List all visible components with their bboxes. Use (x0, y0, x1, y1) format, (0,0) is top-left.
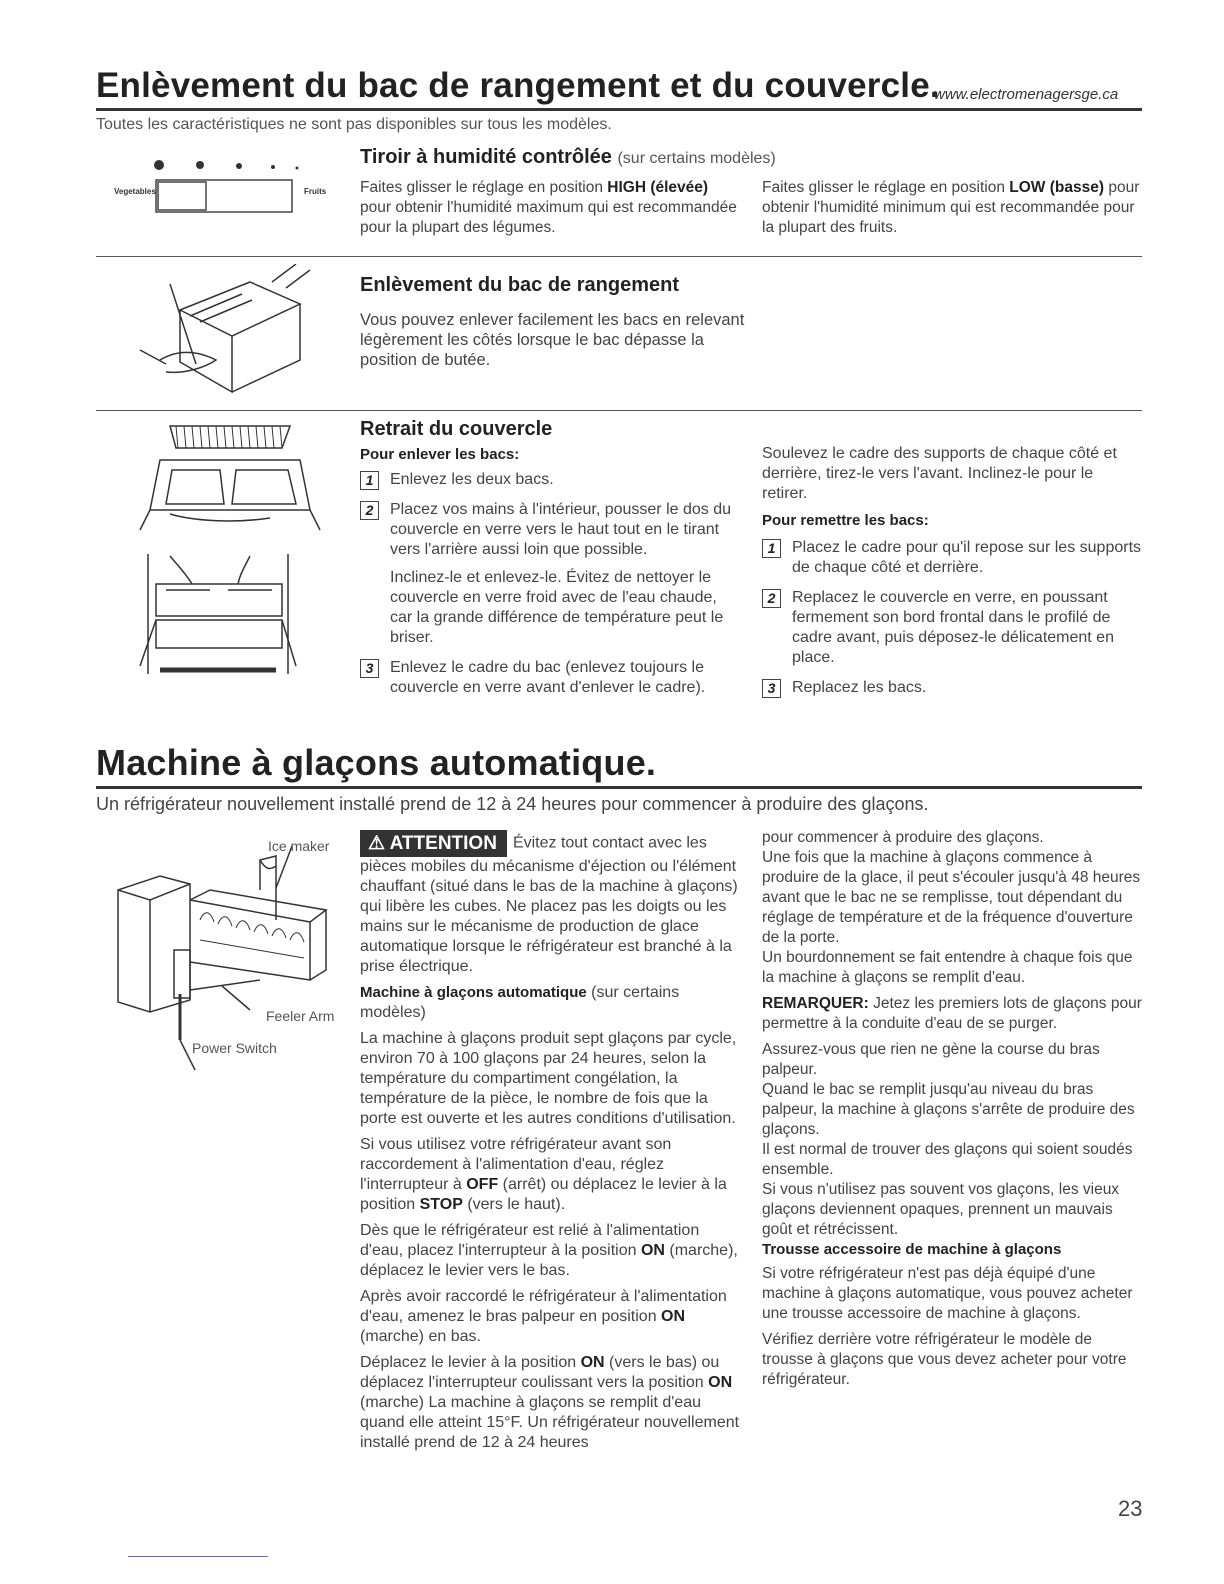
replace-step-2: 2 Replacez le couvercle en verre, en poussant fermement son bord frontal dans le profilé de cadre avant, puis déposez-le délicatement en place. (762, 588, 1142, 668)
title-rule-2 (96, 786, 1142, 789)
remove-step-2: 2 Placez vos mains à l'intérieur, pousser le dos du couvercle en verre vers le haut tout en le tirant vers l'arrière aussi loin que possible. (360, 500, 740, 560)
remove-step-1: 1 Enlevez les deux bacs. (360, 470, 740, 490)
right-p4: Assurez-vous que rien ne gène la course du bras palpeur. (762, 1041, 1100, 1078)
icemaker-intro: Un réfrigérateur nouvellement installé prend de 12 à 24 heures pour commencer à produire des glaçons. (96, 794, 929, 814)
auto-ice-p4: Après avoir raccordé le réfrigérateur à l'alimentation d'eau, amenez le bras palpeur en position ON (marche) en bas. (360, 1288, 727, 1345)
right-p5: Quand le bac se remplit jusqu'au niveau du bras palpeur, la machine à glaçons s'arrête de produire des glaçons. (762, 1081, 1135, 1138)
ice-maker-label: Ice maker (268, 838, 330, 854)
right-p2: Une fois que la machine à glaçons commence à produire de la glace, il peut s'écouler jusqu'à 48 heures avant que le bac ne se remplisse, tout dépendant du réglage de température et de la fréquence d'ouverture de la porte. (762, 849, 1141, 946)
drawer-text: Vous pouvez enlever facilement les bacs en relevant légèrement les côtés lorsque le bac dépasse la position de butée. (360, 311, 745, 369)
section-intro: Toutes les caractéristiques ne sont pas disponibles sur tous les modèles. (96, 116, 612, 133)
replace-label: Pour remettre les bacs: (762, 512, 929, 529)
divider-2 (96, 410, 1142, 411)
step-number: 2 (762, 589, 781, 608)
icemaker-right-column (762, 828, 1144, 1390)
right-p1: pour commencer à produire des glaçons. (762, 829, 1044, 846)
auto-ice-p5: Déplacez le levier à la position ON (vers le bas) ou déplacez l'interrupteur coulissant vers la position ON (marche) La machine à glaçons se remplit d'eau quand elle atteint 15°F. Un réfrigérateur nouvellement installé prend de 12 à 24 heures (360, 1354, 740, 1451)
divider-1 (96, 256, 1142, 257)
remove-label: Pour enlever les bacs: (360, 446, 520, 463)
replace-step-1: 1 Placez le cadre pour qu'il repose sur les supports de chaque côté et derrière. (762, 538, 1142, 578)
footer-line (128, 1556, 268, 1557)
auto-ice-p2: Si vous utilisez votre réfrigérateur avant son raccordement à l'alimentation d'eau, réglez l'interrupteur à OFF (arrêt) ou déplacez le levier à la position STOP (vers le haut). (360, 1136, 727, 1213)
remove-step-3: 3 Enlevez le cadre du bac (enlevez toujours le couvercle en verre avant d'enlever le cadre). (360, 658, 740, 698)
page-number: 23 (1118, 1496, 1143, 1521)
vegetables-label: Vegetables (114, 187, 156, 196)
section-title-icemaker: Machine à glaçons automatique. (96, 742, 657, 783)
fruits-label: Fruits (304, 187, 327, 196)
cover-removal-illustration-2 (100, 544, 336, 678)
right-p9: Vérifiez derrière votre réfrigérateur le modèle de trousse à glaçons que vous devez acheter pour votre réfrigérateur. (762, 1331, 1127, 1388)
remove-step-2-continued: Inclinez-le et enlevez-le. Évitez de nettoyer le couvercle en verre froid avec de l'eau chaude, car la grande différence de température peut le briser. (390, 569, 724, 646)
right-p8: Si votre réfrigérateur n'est pas déjà équipé d'une machine à glaçons automatique, vous pouvez acheter une trousse accessoire de machine à glaçons. (762, 1265, 1133, 1322)
section-title-storage: Enlèvement du bac de rangement et du couvercle. (96, 66, 940, 105)
step-number: 3 (360, 659, 379, 678)
replace-steps (762, 538, 1142, 698)
title-rule (96, 108, 1142, 111)
power-switch-label: Power Switch (192, 1040, 277, 1056)
humidity-slider-illustration (100, 140, 334, 232)
attention-badge: ⚠ ATTENTION (360, 830, 507, 857)
step-number: 3 (762, 679, 781, 698)
feeler-arm-label: Feeler Arm (266, 1008, 335, 1024)
remark: REMARQUER: Jetez les premiers lots de glaçons pour permettre à la conduite d'eau de se purger. (762, 995, 1142, 1032)
humidity-low-text: Faites glisser le réglage en position LOW (basse) pour obtenir l'humidité minimum qui est recommandée pour la plupart des fruits. (762, 179, 1140, 236)
cover-removal-illustration-1 (100, 420, 336, 540)
right-p6: Il est normal de trouver des glaçons qui soient soudés ensemble. (762, 1141, 1133, 1178)
right-p3: Un bourdonnement se fait entendre à chaque fois que la machine à glaçons se remplit d'eau. (762, 949, 1133, 986)
humidity-heading: Tiroir à humidité contrôlée (sur certains modèles) (360, 146, 776, 168)
auto-ice-p3: Dès que le réfrigérateur est relié à l'alimentation d'eau, placez l'interrupteur à la position ON (marche), déplacez le levier vers le bas. (360, 1222, 738, 1279)
warning-icon: ⚠ (368, 833, 386, 854)
right-p7: Si vous n'utilisez pas souvent vos glaçons, les vieux glaçons deviennent opaques, prennent un mauvais goût et rétrécissent. (762, 1181, 1120, 1238)
icemaker-middle-column (360, 830, 740, 1453)
icemaker-illustration (100, 830, 336, 1070)
cover-right-intro: Soulevez le cadre des supports de chaque côté et derrière, tirez-le vers l'avant. Inclinez-le pour le retirer. (762, 445, 1117, 502)
attention-block: ⚠ ATTENTION Évitez tout contact avec les pièces mobiles du mécanisme d'éjection ou l'élément chauffant (situé dans le bas de la machine à glaçons) qui libère les cubes. Ne placez pas les doigts ou les mains sur le mécanisme de production de glace automatique lorsque le réfrigérateur est branché à la prise électrique. (360, 830, 740, 977)
cover-heading: Retrait du couvercle (360, 418, 553, 440)
step-number: 1 (762, 539, 781, 558)
drawer-removal-illustration (100, 264, 336, 394)
step-number: 1 (360, 471, 379, 490)
kit-heading: Trousse accessoire de machine à glaçons (762, 1241, 1062, 1258)
step-number: 2 (360, 501, 379, 520)
website-url[interactable]: www.electromenagersge.ca (934, 86, 1119, 103)
auto-ice-heading: Machine à glaçons automatique (sur certains modèles) (360, 984, 680, 1021)
humidity-high-text: Faites glisser le réglage en position HIGH (élevée) pour obtenir l'humidité maximum qui est recommandée pour la plupart des légumes. (360, 179, 737, 236)
drawer-heading: Enlèvement du bac de rangement (360, 274, 679, 296)
remove-steps (360, 470, 740, 698)
replace-step-3: 3 Replacez les bacs. (762, 678, 1142, 698)
auto-ice-p1: La machine à glaçons produit sept glaçons par cycle, environ 70 à 100 glaçons par 24 heures, selon la température du compartiment congélation, la température de la pièce, le nombre de fois que la porte est ouverte et les autres conditions d'utilisation. (360, 1030, 737, 1127)
